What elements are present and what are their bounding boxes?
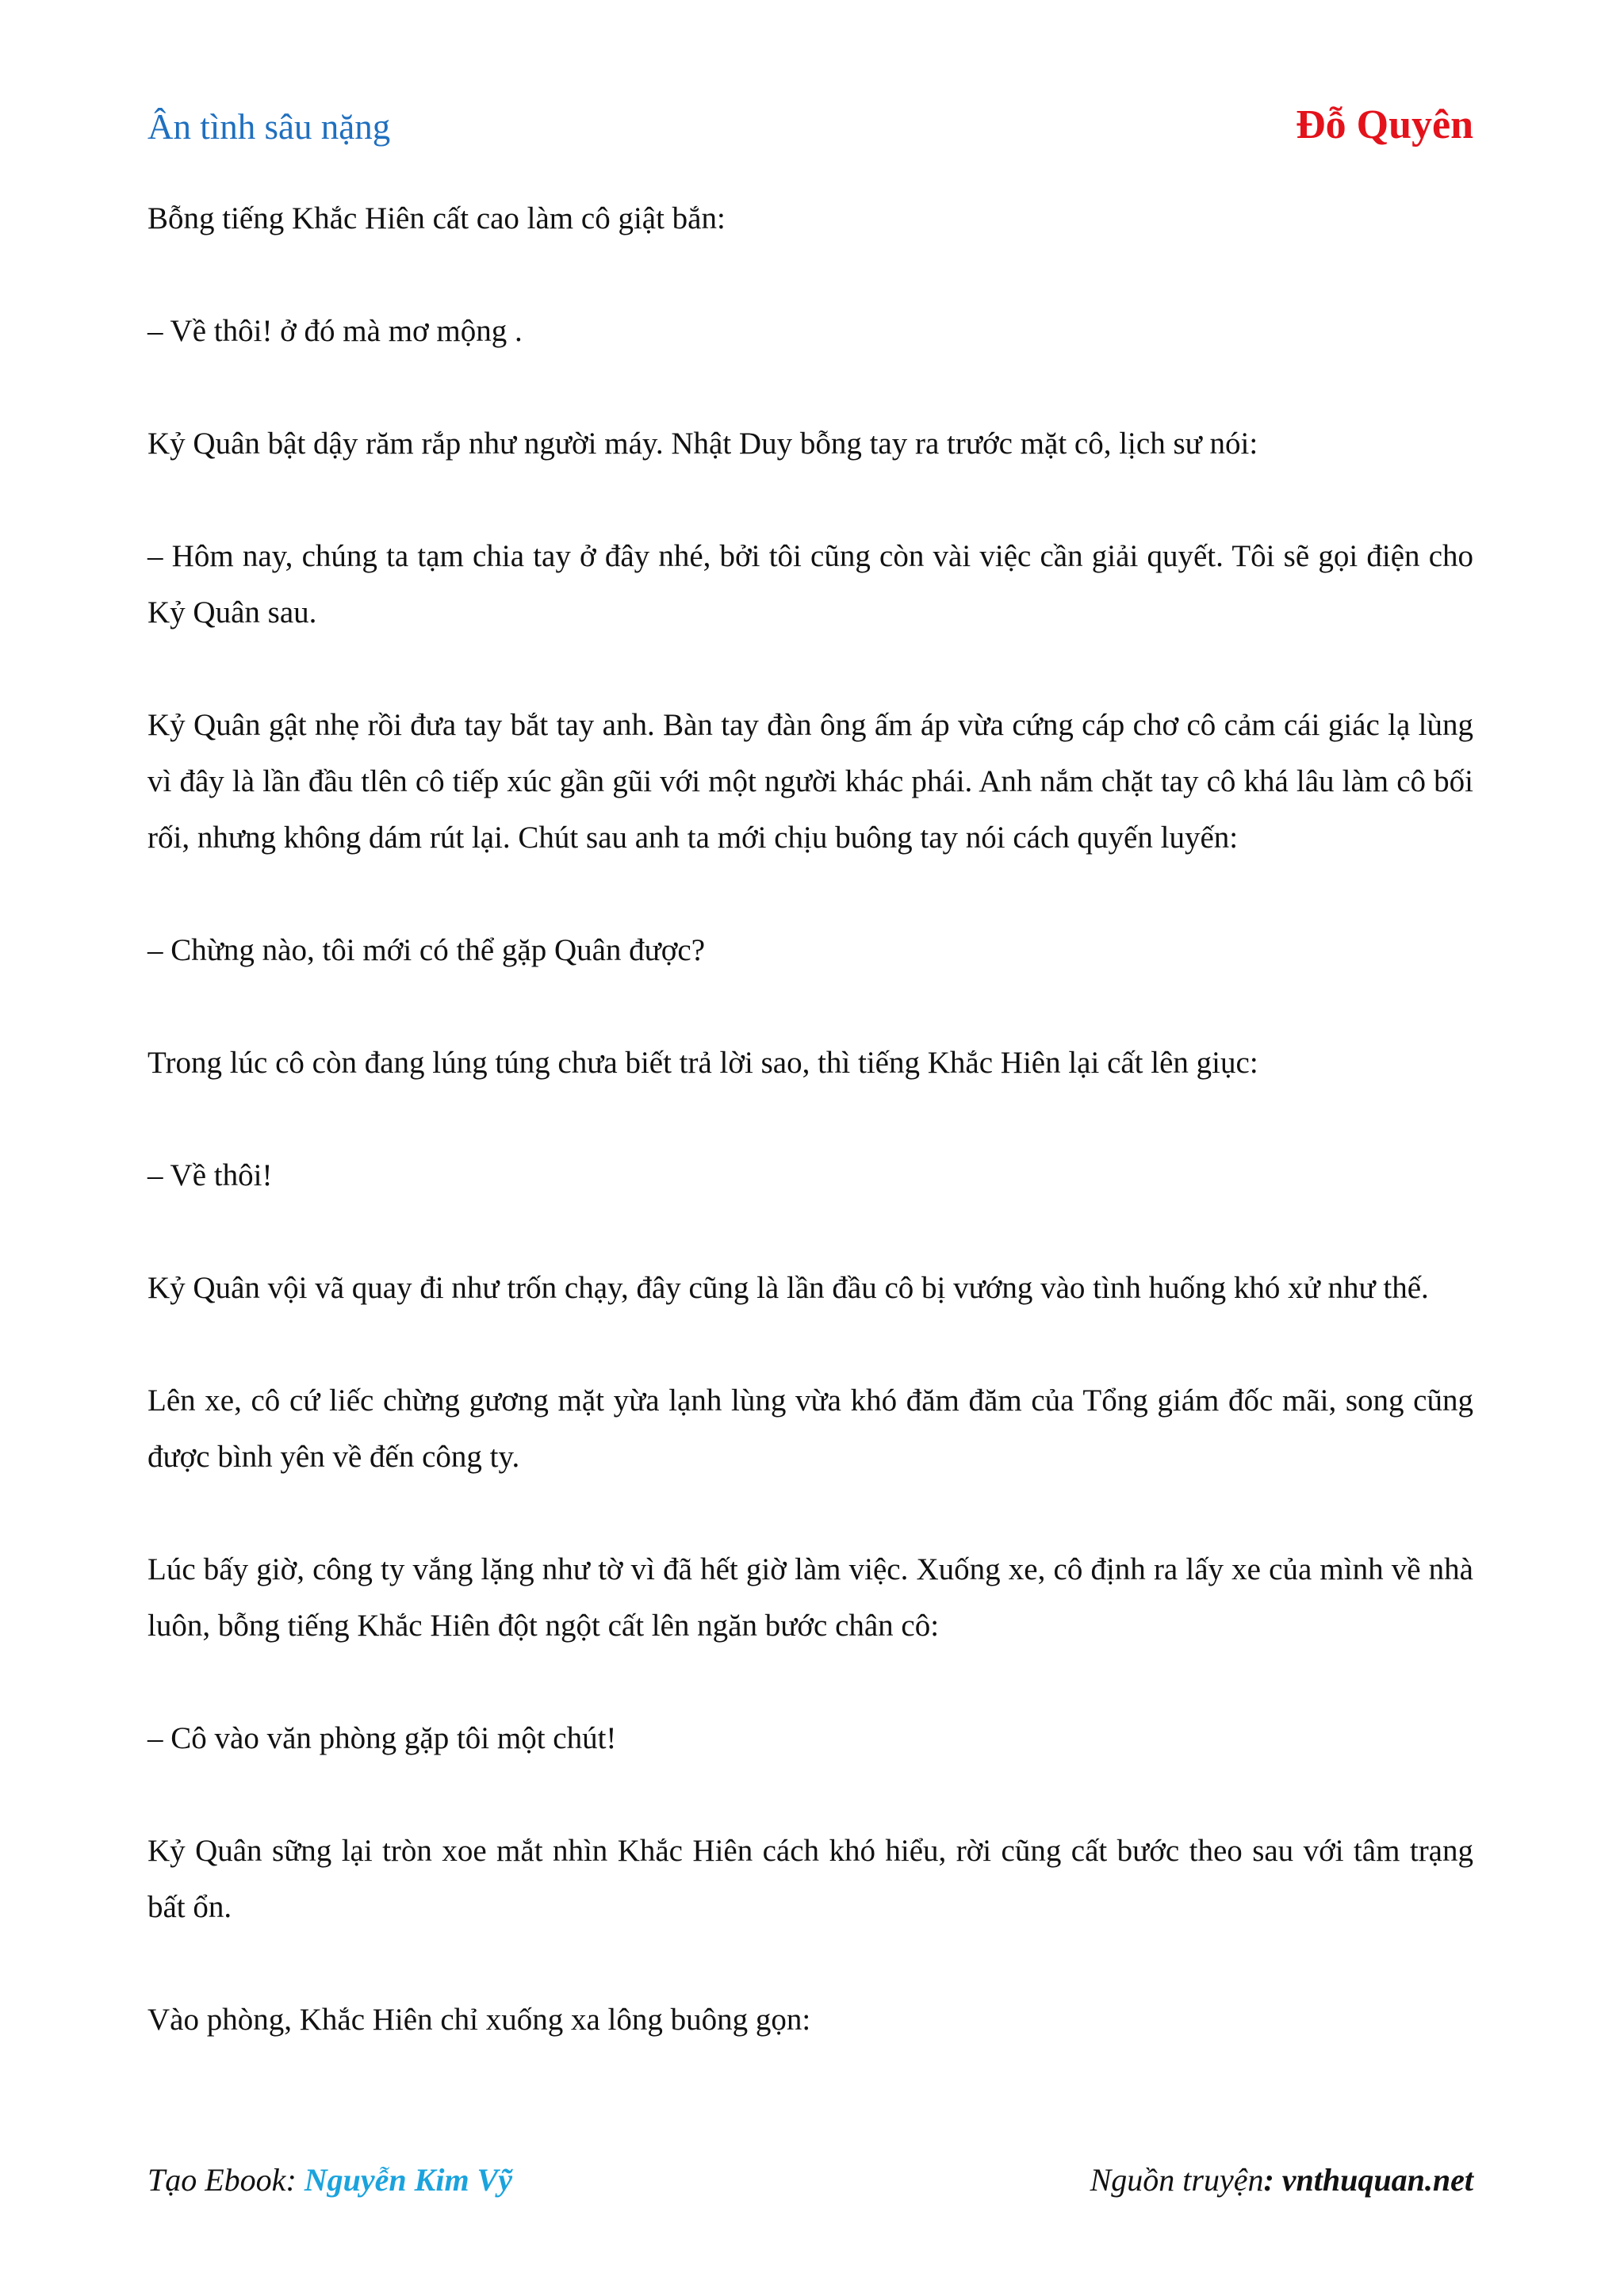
paragraph: – Về thôi! bbox=[147, 1158, 273, 1192]
paragraph: Lên xe, cô cứ liếc chừng gương mặt yừa lạnh lùng vừa khó đăm đăm của Tổng giám đốc mãi, song cũng được bình yên về đến công ty. bbox=[147, 1383, 1473, 1474]
paragraph: Bỗng tiếng Khắc Hiên cất cao làm cô giật bắn: bbox=[147, 201, 726, 235]
paragraph: Kỷ Quân bật dậy răm rắp như người máy. Nhật Duy bỗng tay ra trước mặt cô, lịch sư nói: bbox=[147, 427, 1258, 461]
paragraph: Trong lúc cô còn đang lúng túng chưa biết trả lời sao, thì tiếng Khắc Hiên lại cất lên giục: bbox=[147, 1046, 1258, 1080]
paragraph: Kỷ Quân vội vã quay đi như trốn chạy, đây cũng là lần đầu cô bị vướng vào tình huống khó xử như thế. bbox=[147, 1271, 1429, 1305]
page-header bbox=[147, 97, 1473, 160]
paragraph: – Hôm nay, chúng ta tạm chia tay ở đây nhé, bởi tôi cũng còn vài việc cần giải quyết. Tôi sẽ gọi điện cho Kỷ Quân sau. bbox=[147, 539, 1473, 629]
paragraph: – Chừng nào, tôi mới có thể gặp Quân được? bbox=[147, 933, 706, 967]
ebook-label: Tạo Ebook bbox=[147, 2162, 286, 2198]
author-name: Đỗ Quyên bbox=[1296, 102, 1473, 147]
source-site: vnthuquan.net bbox=[1281, 2162, 1473, 2198]
paragraph: – Cô vào văn phòng gặp tôi một chút! bbox=[147, 1721, 617, 1755]
paragraph: Vào phòng, Khắc Hiên chỉ xuống xa lông buông gọn: bbox=[147, 2003, 811, 2037]
paragraph: – Về thôi! ở đó mà mơ mộng . bbox=[147, 314, 523, 348]
ebook-creator-name: Nguyễn Kim Vỹ bbox=[304, 2162, 512, 2198]
source-label: Nguồn truyện bbox=[1090, 2162, 1264, 2198]
source-credit: Nguồn truyện: vnthuquan.net bbox=[1090, 2162, 1473, 2198]
page-footer bbox=[147, 2156, 1473, 2204]
book-title: Ân tình sâu nặng bbox=[147, 107, 391, 147]
paragraph: Kỷ Quân gật nhẹ rồi đưa tay bắt tay anh. Bàn tay đàn ông ấm áp vừa cứng cáp chơ cô cảm cái giác lạ lùng vì đây là lần đầu tlên cô tiếp xúc gần gũi với một người khác phái. Anh nắm chặt tay cô khá lâu làm cô bối rối, nhưng không dám rút lại. Chút sau anh ta mới chịu buông tay nói cách quyến luyến: bbox=[147, 708, 1473, 855]
paragraph: Lúc bấy giờ, công ty vắng lặng như tờ vì đã hết giờ làm việc. Xuống xe, cô định ra lấy xe của mình về nhà luôn, bỗng tiếng Khắc Hiên đột ngột cất lên ngăn bước chân cô: bbox=[147, 1552, 1473, 1643]
story-body bbox=[147, 190, 1473, 2104]
paragraph: Kỷ Quân sững lại tròn xoe mắt nhìn Khắc Hiên cách khó hiểu, rời cũng cất bước theo sau với tâm trạng bất ổn. bbox=[147, 1834, 1473, 1924]
ebook-credit: Tạo Ebook: Nguyễn Kim Vỹ bbox=[147, 2162, 512, 2198]
